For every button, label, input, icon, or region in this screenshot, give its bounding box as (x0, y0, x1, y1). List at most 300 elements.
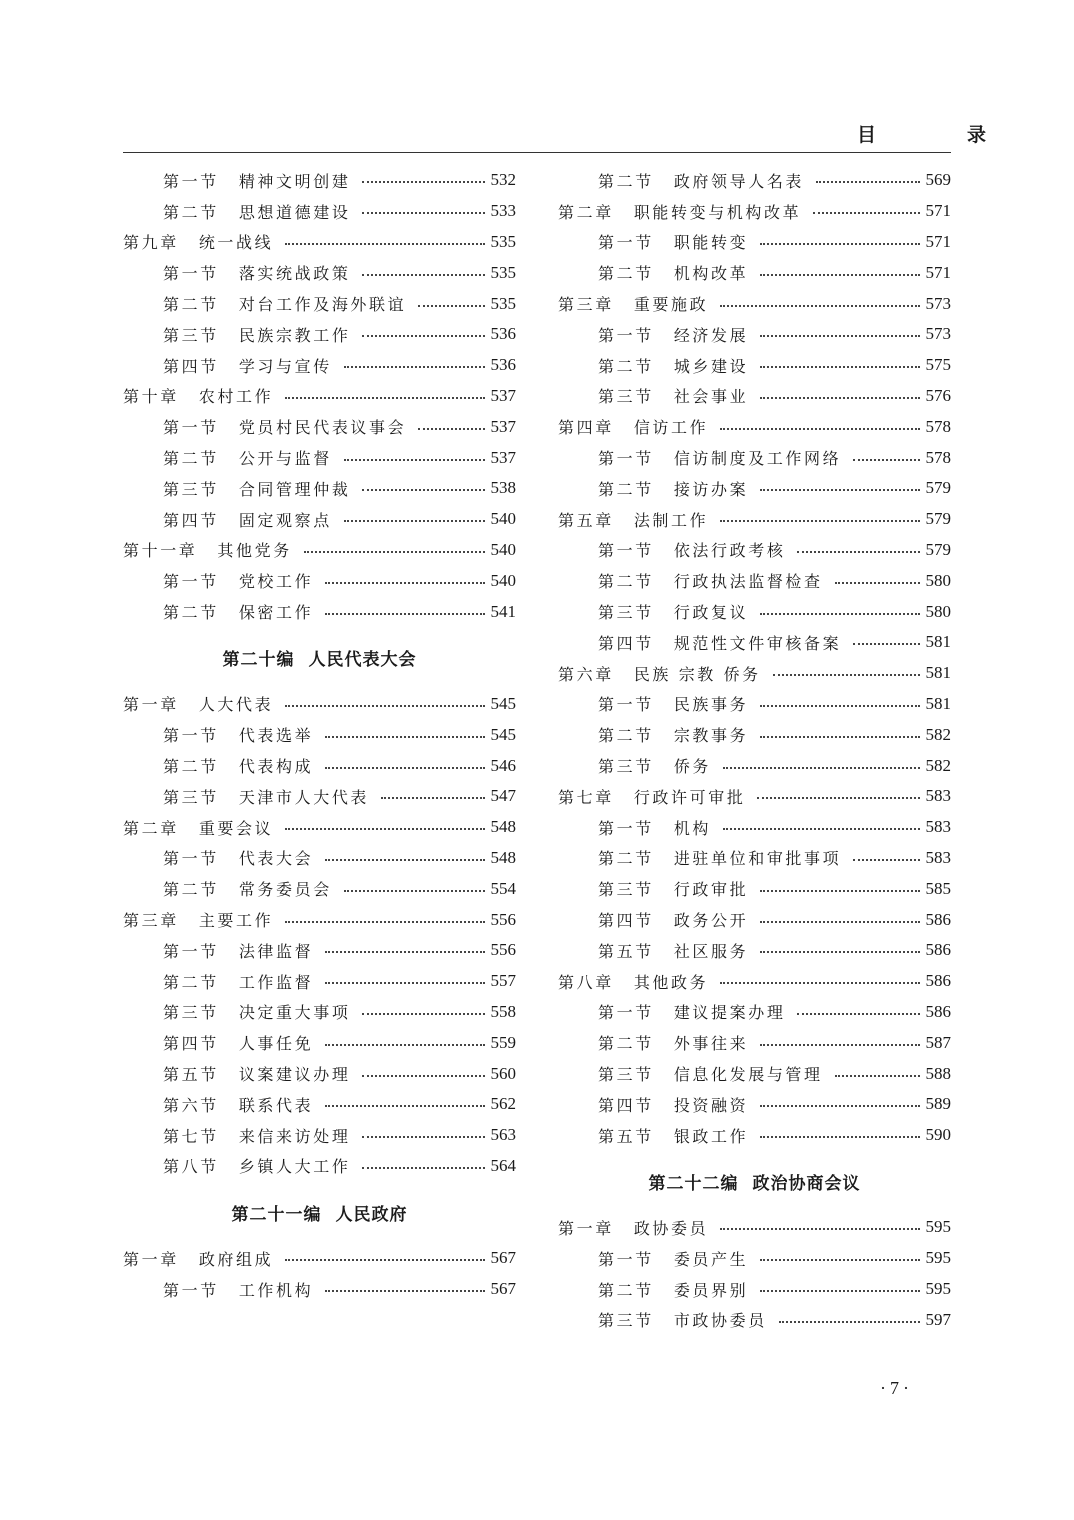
entry-page-number: 532 (490, 170, 516, 190)
toc-section-entry (123, 473, 516, 504)
page-number: ·7· (880, 1378, 913, 1398)
entry-page-number: 567 (490, 1248, 516, 1268)
entry-page-number: 575 (925, 355, 951, 375)
toc-section-entry (123, 1274, 516, 1305)
entry-page-number: 571 (925, 201, 951, 221)
header-rule (123, 152, 951, 153)
entry-number: 第四节 (598, 911, 654, 931)
entry-page-number: 581 (925, 632, 951, 652)
entry-title: 农村工作 (198, 387, 274, 407)
toc-section-entry (558, 535, 951, 566)
dot-leader (344, 890, 485, 892)
entry-number: 第一节 (598, 325, 654, 345)
toc-section-entry (558, 750, 951, 781)
entry-number: 第三章 (558, 295, 614, 315)
dot-leader (304, 551, 485, 553)
entry-title: 政府组成 (198, 1249, 274, 1269)
entry-title: 法律监督 (238, 941, 314, 961)
entry-number: 第五节 (598, 1126, 654, 1146)
entry-page-number: 540 (490, 570, 516, 590)
dot-leader (773, 674, 920, 676)
dot-leader (362, 1075, 484, 1077)
dot-leader (797, 551, 919, 553)
toc-section-entry (558, 1304, 951, 1335)
toc-chapter-entry (558, 288, 951, 319)
entry-page-number: 581 (925, 663, 951, 683)
part-title: 政治协商会议 (752, 1173, 861, 1193)
entry-number: 第二节 (163, 449, 219, 469)
dot-leader (720, 1228, 919, 1230)
entry-page-number: 580 (925, 570, 951, 590)
entry-title: 进驻单位和审批事项 (673, 849, 842, 869)
entry-page-number: 586 (925, 971, 951, 991)
toc-section-entry (558, 565, 951, 596)
toc-section-entry (123, 750, 516, 781)
entry-page-number: 535 (490, 293, 516, 313)
dot-leader (853, 859, 919, 861)
toc-chapter-entry (558, 411, 951, 442)
toc-section-entry (123, 1027, 516, 1058)
entry-number: 第一节 (163, 726, 219, 746)
entry-page-number: 583 (925, 817, 951, 837)
toc-section-entry (558, 1274, 951, 1305)
entry-page-number: 556 (490, 940, 516, 960)
dot-leader (723, 828, 919, 830)
entry-page-number: 578 (925, 416, 951, 436)
dot-leader (325, 767, 484, 769)
entry-title: 市政协委员 (673, 1311, 767, 1331)
entry-page-number: 564 (490, 1155, 516, 1175)
dot-leader (325, 951, 484, 953)
entry-number: 第三节 (163, 479, 219, 499)
dot-leader (325, 1044, 484, 1046)
entry-page-number: 578 (925, 447, 951, 467)
entry-page-number: 586 (925, 909, 951, 929)
entry-page-number: 540 (490, 509, 516, 529)
entry-title: 信息化发展与管理 (673, 1065, 823, 1084)
entry-title: 建议提案办理 (673, 1003, 786, 1023)
dot-leader (362, 1167, 484, 1169)
dot-leader (760, 274, 919, 276)
entry-title: 接访办案 (673, 479, 749, 499)
dot-leader (816, 181, 919, 183)
toc-section-entry (558, 627, 951, 658)
dot-leader (760, 1044, 919, 1046)
dot-leader (760, 736, 919, 738)
entry-title: 人大代表 (198, 695, 274, 715)
dot-leader (760, 1259, 919, 1261)
entry-number: 第一章 (123, 695, 179, 715)
entry-title: 行政许可审批 (633, 787, 746, 807)
toc-section-entry (123, 350, 516, 381)
entry-number: 第一章 (558, 1218, 614, 1238)
entry-number: 第一节 (163, 264, 219, 284)
entry-title: 法制工作 (633, 510, 709, 530)
entry-page-number: 579 (925, 509, 951, 529)
entry-page-number: 571 (925, 262, 951, 282)
entry-page-number: 560 (490, 1063, 516, 1083)
entry-number: 第五节 (598, 941, 654, 961)
dot-leader (760, 1105, 919, 1107)
dot-leader (797, 1013, 919, 1015)
entry-title: 行政复议 (673, 603, 749, 623)
entry-number: 第二节 (163, 603, 219, 623)
dot-leader (362, 1013, 484, 1015)
entry-number: 第三节 (598, 757, 654, 777)
entry-title: 银政工作 (673, 1126, 749, 1146)
toc-section-entry (558, 257, 951, 288)
entry-page-number: 545 (490, 693, 516, 713)
entry-number: 第三节 (598, 1311, 654, 1331)
toc-section-entry (123, 165, 516, 196)
toc-chapter-entry (558, 1212, 951, 1243)
dot-leader (760, 705, 919, 707)
toc-chapter-entry (123, 812, 516, 843)
entry-page-number: 562 (490, 1094, 516, 1114)
entry-title: 民族 宗教 侨务 (633, 664, 761, 684)
entry-title: 对台工作及海外联谊 (238, 295, 407, 315)
entry-page-number: 582 (925, 755, 951, 775)
entry-number: 第二节 (598, 1034, 654, 1054)
entry-number: 第二节 (163, 202, 219, 222)
toc-section-entry (123, 935, 516, 966)
toc-section-entry (558, 596, 951, 627)
entry-number: 第四节 (598, 1095, 654, 1115)
entry-number: 第一节 (598, 233, 654, 253)
dot-leader (760, 243, 919, 245)
entry-title: 落实统战政策 (238, 264, 351, 284)
entry-page-number: 535 (490, 231, 516, 251)
dot-leader (760, 890, 919, 892)
entry-page-number: 548 (490, 847, 516, 867)
dot-leader (760, 1290, 919, 1292)
toc-section-entry (558, 689, 951, 720)
entry-title: 党校工作 (238, 572, 314, 592)
entry-page-number: 588 (925, 1063, 951, 1083)
toc-section-entry (558, 812, 951, 843)
toc-chapter-entry (123, 904, 516, 935)
toc-section-entry (123, 442, 516, 473)
entry-number: 第六节 (163, 1095, 219, 1115)
toc-section-entry (558, 442, 951, 473)
entry-number: 第一节 (163, 572, 219, 592)
entry-title: 工作机构 (238, 1280, 314, 1300)
entry-page-number: 586 (925, 1001, 951, 1021)
entry-number: 第二节 (598, 849, 654, 869)
entry-number: 第二节 (598, 356, 654, 376)
entry-title: 代表选举 (238, 726, 314, 746)
entry-number: 第四章 (558, 418, 614, 438)
toc-section-entry (123, 781, 516, 812)
entry-page-number: 586 (925, 940, 951, 960)
toc-right-column (558, 165, 951, 1335)
entry-number: 第三节 (163, 787, 219, 807)
toc-chapter-entry (123, 1243, 516, 1274)
dot-leader (325, 982, 484, 984)
toc-chapter-entry (558, 504, 951, 535)
dot-leader (760, 397, 919, 399)
dot-leader (760, 951, 919, 953)
entry-number: 第三节 (598, 603, 654, 623)
entry-page-number: 590 (925, 1125, 951, 1145)
entry-title: 工作监督 (238, 972, 314, 992)
toc-section-entry (558, 1243, 951, 1274)
entry-number: 第九章 (123, 233, 179, 253)
dot-leader (325, 1105, 484, 1107)
toc-part-heading (558, 1151, 951, 1213)
toc-section-entry (123, 1120, 516, 1151)
entry-title: 信访制度及工作网络 (673, 449, 842, 469)
toc-section-entry (123, 966, 516, 997)
entry-title: 政府领导人名表 (673, 171, 805, 191)
entry-page-number: 559 (490, 1032, 516, 1052)
entry-title: 联系代表 (238, 1095, 314, 1115)
dot-leader (720, 305, 919, 307)
toc-section-entry (123, 504, 516, 535)
dot-leader (760, 489, 919, 491)
entry-title: 经济发展 (673, 325, 749, 345)
entry-page-number: 554 (490, 878, 516, 898)
toc-section-entry (558, 1027, 951, 1058)
part-title: 人民代表大会 (308, 650, 417, 670)
entry-number: 第三节 (163, 325, 219, 345)
toc-section-entry (123, 843, 516, 874)
entry-page-number: 597 (925, 1309, 951, 1329)
entry-page-number: 580 (925, 601, 951, 621)
dot-leader (362, 489, 484, 491)
dot-leader (760, 613, 919, 615)
dot-leader (418, 428, 484, 430)
dot-leader (362, 212, 484, 214)
entry-number: 第一节 (163, 418, 219, 438)
entry-number: 第二节 (163, 295, 219, 315)
entry-page-number: 541 (490, 601, 516, 621)
entry-page-number: 558 (490, 1001, 516, 1021)
dot-leader (344, 520, 485, 522)
entry-page-number: 595 (925, 1248, 951, 1268)
toc-section-entry (123, 997, 516, 1028)
entry-number: 第四节 (163, 1034, 219, 1054)
entry-title: 代表构成 (238, 757, 314, 777)
entry-title: 投资融资 (673, 1095, 749, 1115)
entry-page-number: 535 (490, 262, 516, 282)
entry-title: 行政审批 (673, 880, 749, 900)
entry-page-number: 545 (490, 724, 516, 744)
toc-left-column (123, 165, 516, 1304)
entry-title: 依法行政考核 (673, 541, 786, 561)
dot-leader (325, 859, 484, 861)
entry-number: 第十章 (123, 387, 179, 407)
part-number: 第二十一编 (231, 1204, 322, 1224)
toc-section-entry (123, 565, 516, 596)
entry-number: 第十一章 (123, 541, 198, 561)
toc-section-entry (123, 1058, 516, 1089)
dot-leader (362, 181, 484, 183)
entry-title: 职能转变 (673, 233, 749, 253)
entry-number: 第二节 (598, 479, 654, 499)
dot-leader (723, 767, 919, 769)
entry-number: 第一节 (598, 818, 654, 838)
entry-page-number: 557 (490, 971, 516, 991)
entry-number: 第一节 (598, 1003, 654, 1023)
entry-page-number: 585 (925, 878, 951, 898)
entry-title: 来信来访处理 (238, 1126, 351, 1146)
dot-leader (285, 397, 484, 399)
entry-number: 第一节 (163, 941, 219, 961)
entry-page-number: 587 (925, 1032, 951, 1052)
entry-page-number: 538 (490, 478, 516, 498)
toc-part-heading (123, 1181, 516, 1243)
entry-page-number: 573 (925, 324, 951, 344)
entry-number: 第三章 (123, 911, 179, 931)
toc-section-entry (123, 1151, 516, 1182)
entry-number: 第四节 (598, 633, 654, 653)
entry-title: 固定观察点 (238, 510, 332, 530)
toc-chapter-entry (558, 658, 951, 689)
entry-title: 民族宗教工作 (238, 325, 351, 345)
entry-page-number: 581 (925, 693, 951, 713)
entry-title: 人事任免 (238, 1034, 314, 1054)
toc-section-entry (558, 873, 951, 904)
toc-chapter-entry (123, 535, 516, 566)
entry-page-number: 533 (490, 201, 516, 221)
toc-section-entry (558, 719, 951, 750)
dot-leader (325, 582, 484, 584)
toc-section-entry (558, 381, 951, 412)
entry-title: 精神文明创建 (238, 171, 351, 191)
toc-chapter-entry (558, 781, 951, 812)
entry-title: 机构 (673, 818, 712, 838)
entry-title: 侨务 (673, 757, 712, 777)
entry-number: 第五章 (558, 510, 614, 530)
entry-title: 思想道德建设 (238, 202, 351, 222)
entry-title: 决定重大事项 (238, 1003, 351, 1023)
dot-leader (325, 736, 484, 738)
entry-title: 外事往来 (673, 1034, 749, 1054)
toc-section-entry (558, 935, 951, 966)
entry-title: 保密工作 (238, 603, 314, 623)
entry-number: 第二节 (598, 572, 654, 592)
entry-title: 城乡建设 (673, 356, 749, 376)
entry-page-number: 548 (490, 817, 516, 837)
toc-part-heading (123, 627, 516, 689)
entry-number: 第七章 (558, 787, 614, 807)
entry-number: 第二节 (163, 972, 219, 992)
entry-title: 学习与宣传 (238, 356, 332, 376)
entry-page-number: 556 (490, 909, 516, 929)
dot-leader (362, 1136, 484, 1138)
dot-leader (853, 643, 919, 645)
entry-page-number: 579 (925, 539, 951, 559)
entry-title: 代表大会 (238, 849, 314, 869)
entry-title: 行政执法监督检查 (673, 572, 823, 592)
dot-leader (835, 1075, 920, 1077)
toc-section-entry (558, 843, 951, 874)
entry-title: 政协委员 (633, 1218, 709, 1238)
toc-chapter-entry (123, 381, 516, 412)
entry-title: 职能转变与机构改革 (633, 202, 802, 222)
entry-page-number: 537 (490, 416, 516, 436)
entry-title: 党员村民代表议事会 (238, 418, 407, 438)
entry-title: 天津市人大代表 (238, 787, 370, 807)
entry-number: 第三节 (598, 880, 654, 900)
toc-section-entry (123, 319, 516, 350)
entry-number: 第二节 (163, 880, 219, 900)
dot-leader (853, 459, 919, 461)
entry-number: 第一节 (163, 171, 219, 191)
entry-title: 重要会议 (198, 818, 274, 838)
entry-page-number: 571 (925, 231, 951, 251)
dot-leader (720, 982, 919, 984)
entry-title: 委员界别 (673, 1280, 749, 1300)
entry-title: 合同管理仲裁 (238, 479, 351, 499)
toc-section-entry (123, 596, 516, 627)
entry-page-number: 536 (490, 324, 516, 344)
toc-chapter-entry (558, 966, 951, 997)
dot-leader (835, 582, 920, 584)
toc-chapter-entry (123, 689, 516, 720)
entry-title: 公开与监督 (238, 449, 332, 469)
dot-leader (381, 797, 484, 799)
dot-leader (720, 428, 919, 430)
part-number: 第二十编 (222, 650, 295, 670)
entry-number: 第五节 (163, 1065, 219, 1084)
entry-number: 第一节 (598, 1249, 654, 1269)
dot-leader (285, 1259, 484, 1261)
dot-leader (779, 1321, 920, 1323)
toc-section-entry (123, 196, 516, 227)
toc-chapter-entry (558, 196, 951, 227)
dot-leader (325, 613, 484, 615)
entry-number: 第二章 (558, 202, 614, 222)
entry-number: 第二节 (598, 171, 654, 191)
entry-number: 第四节 (163, 510, 219, 530)
entry-title: 机构改革 (673, 264, 749, 284)
dot-leader (285, 243, 484, 245)
entry-title: 议案建议办理 (238, 1065, 351, 1084)
entry-page-number: 573 (925, 293, 951, 313)
entry-number: 第六章 (558, 664, 614, 684)
entry-title: 社区服务 (673, 941, 749, 961)
entry-number: 第八章 (558, 972, 614, 992)
entry-number: 第一节 (598, 695, 654, 715)
dot-leader (362, 274, 484, 276)
entry-number: 第一节 (163, 1280, 219, 1300)
entry-page-number: 546 (490, 755, 516, 775)
entry-title: 重要施政 (633, 295, 709, 315)
dot-leader (418, 305, 484, 307)
toc-section-entry (123, 257, 516, 288)
entry-title: 信访工作 (633, 418, 709, 438)
entry-page-number: 589 (925, 1094, 951, 1114)
dot-leader (760, 366, 919, 368)
dot-leader (344, 459, 485, 461)
dot-leader (760, 1136, 919, 1138)
dot-leader (344, 366, 485, 368)
toc-section-entry (558, 227, 951, 258)
entry-title: 宗教事务 (673, 726, 749, 746)
entry-page-number: 583 (925, 847, 951, 867)
entry-page-number: 595 (925, 1217, 951, 1237)
toc-section-entry (123, 411, 516, 442)
entry-number: 第三节 (163, 1003, 219, 1023)
toc-section-entry (558, 165, 951, 196)
entry-title: 主要工作 (198, 911, 274, 931)
entry-page-number: 537 (490, 447, 516, 467)
entry-number: 第三节 (598, 1065, 654, 1084)
entry-page-number: 583 (925, 786, 951, 806)
toc-section-entry (123, 1089, 516, 1120)
